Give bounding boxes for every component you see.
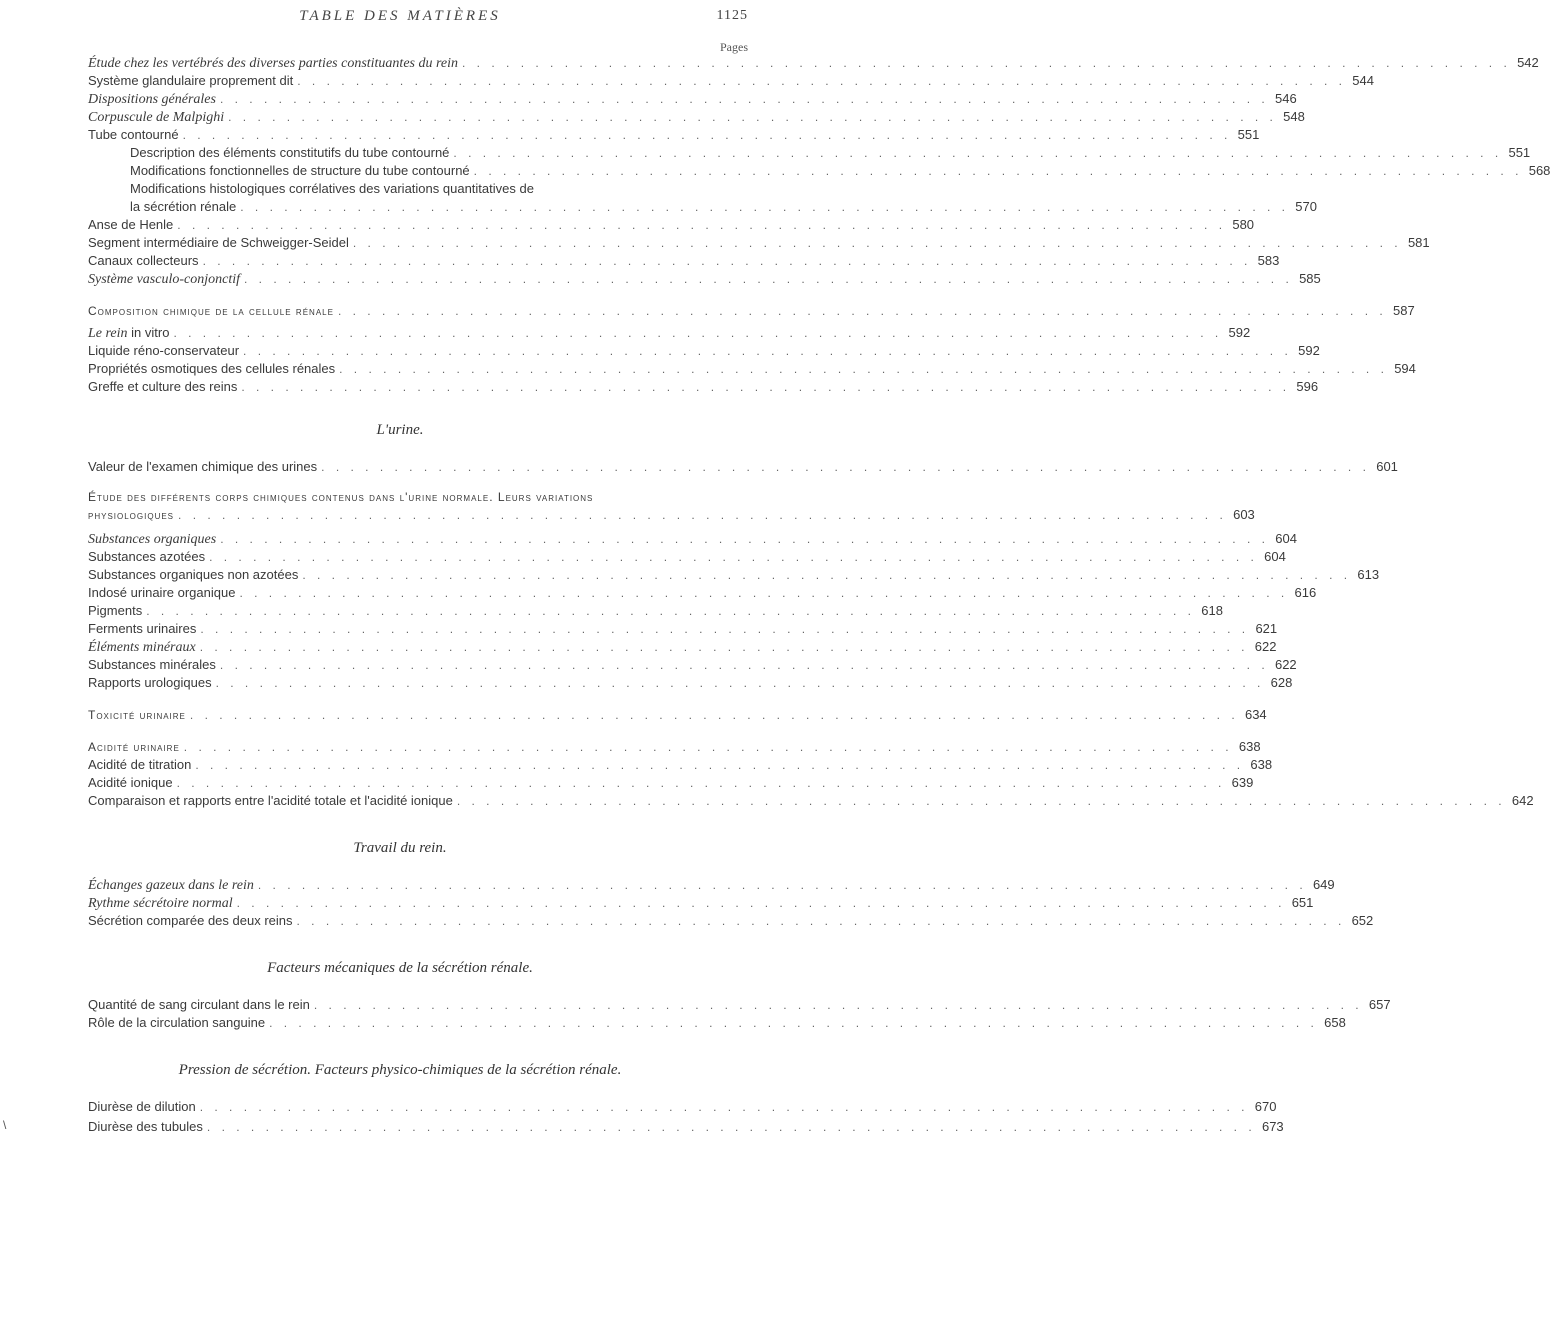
dot-leader: . . . . . . . . . . . . . . . . . . . . . . . . . . . . . . . . . . . . . . . . . . . . . . . . . . . . . . . . . . . . . . . . . . . . . . . . bbox=[337, 304, 1387, 318]
toc-entry-label: Propriétés osmotiques des cellules rénales bbox=[88, 361, 336, 376]
toc-entry-page: 622 bbox=[1274, 657, 1297, 672]
toc-entry-label: Modifications fonctionnelles de structure du tube contourné bbox=[130, 163, 470, 178]
toc-entry-page: 628 bbox=[1270, 675, 1293, 690]
toc-entry bbox=[88, 996, 1391, 1014]
toc-entry-page: 621 bbox=[1255, 621, 1278, 636]
toc-entry-label: Diurèse des tubules bbox=[88, 1119, 203, 1134]
toc-entry-page: 604 bbox=[1264, 549, 1286, 564]
toc-entry-label: Système glandulaire proprement dit bbox=[88, 73, 294, 88]
pages-column-heading: Pages bbox=[720, 40, 748, 54]
section-title: Pression de sécrétion. Facteurs physico-chimiques de la sécrétion rénale. bbox=[178, 1062, 622, 1078]
dot-leader: . . . . . . . . . . . . . . . . . . . . . . . . . . . . . . . . . . . . . . . . . . . . . . . . . . . . . . . . . . . . . . . . . . . . . . . . bbox=[462, 56, 1511, 70]
toc-entry-label: Substances minérales bbox=[88, 657, 216, 672]
toc-entry bbox=[130, 180, 764, 198]
dot-leader: . . . . . . . . . . . . . . . . . . . . . . . . . . . . . . . . . . . . . . . . . . . . . . . . . . . . . . . . . . . . . . . . . . . . . . . . bbox=[215, 676, 1265, 690]
dot-leader: . . . . . . . . . . . . . . . . . . . . . . . . . . . . . . . . . . . . . . . . . . . . . . . . . . . . . . . . . . . . . . . . . . . . . . . . bbox=[200, 622, 1250, 636]
dot-leader: . . . . . . . . . . . . . . . . . . . . . . . . . . . . . . . . . . . . . . . . . . . . . . . . . . . . . . . . . . . . . . . . . . . . . . . . bbox=[195, 758, 1245, 772]
toc-entry-label: Substances organiques non azotées bbox=[88, 567, 299, 582]
dot-leader: . . . . . . . . . . . . . . . . . . . . . . . . . . . . . . . . . . . . . . . . . . . . . . . . . . . . . . . . . . . . . . . . . . . . . . . . bbox=[209, 550, 1258, 564]
dot-leader: . . . . . . . . . . . . . . . . . . . . . . . . . . . . . . . . . . . . . . . . . . . . . . . . . . . . . . . . . . . . . . . . . . . . . . . . bbox=[239, 586, 1289, 600]
dot-leader: . . . . . . . . . . . . . . . . . . . . . . . . . . . . . . . . . . . . . . . . . . . . . . . . . . . . . . . . . . . . . . . . . . . . . . . . bbox=[228, 110, 1277, 124]
toc-entry bbox=[88, 584, 1317, 602]
toc-entry bbox=[88, 488, 764, 506]
toc-entry bbox=[88, 774, 1254, 792]
dot-leader: . . . . . . . . . . . . . . . . . . . . . . . . . . . . . . . . . . . . . . . . . . . . . . . . . . . . . . . . . . . . . . . . . . . . . . . . bbox=[219, 658, 1269, 672]
toc-entry bbox=[88, 72, 1374, 90]
toc-entry bbox=[88, 756, 1273, 774]
toc-entry bbox=[88, 252, 1280, 270]
toc-entry-page: 670 bbox=[1254, 1099, 1277, 1114]
toc-entry-page: 673 bbox=[1261, 1119, 1284, 1134]
toc-entry-label-continued: physiologiques bbox=[88, 508, 175, 522]
dot-leader: . . . . . . . . . . . . . . . . . . . . . . . . . . . . . . . . . . . . . . . . . . . . . . . . . . . . . . . . . . . . . . . . . . . . . . . . bbox=[182, 128, 1232, 142]
toc-entry bbox=[88, 108, 1305, 126]
toc-entry-label: Rapports urologiques bbox=[88, 675, 212, 690]
dot-leader: . . . . . . . . . . . . . . . . . . . . . . . . . . . . . . . . . . . . . . . . . . . . . . . . . . . . . . . . . . . . . . . . . . . . . . . . bbox=[352, 236, 1402, 250]
toc-entry bbox=[88, 342, 1320, 360]
toc-entry-label: Segment intermédiaire de Schweigger-Seidel bbox=[88, 235, 349, 250]
toc-entry-page: 651 bbox=[1291, 895, 1314, 910]
toc-entry bbox=[88, 738, 1261, 756]
toc-entry bbox=[88, 378, 1319, 396]
toc-entry-page: 585 bbox=[1299, 271, 1321, 286]
toc-entry-page: 542 bbox=[1517, 55, 1539, 70]
toc-entry-label: Comparaison et rapports entre l'acidité totale et l'acidité ionique bbox=[88, 793, 453, 808]
toc-entry-label: Indosé urinaire organique bbox=[88, 585, 236, 600]
toc-entry-page: 638 bbox=[1250, 757, 1273, 772]
dot-leader: . . . . . . . . . . . . . . . . . . . . . . . . . . . . . . . . . . . . . . . . . . . . . . . . . . . . . . . . . . . . . . . . . . . . . . . . bbox=[177, 218, 1227, 232]
page-number: 1125 bbox=[716, 8, 748, 23]
toc-entry-page: 622 bbox=[1254, 639, 1277, 654]
toc-entry bbox=[88, 90, 1297, 108]
dot-leader: . . . . . . . . . . . . . . . . . . . . . . . . . . . . . . . . . . . . . . . . . . . . . . . . . . . . . . . . . . . . . . . . . . . . . . . . bbox=[296, 914, 1346, 928]
toc-entry bbox=[88, 270, 1321, 288]
toc-entry-page: 658 bbox=[1324, 1015, 1346, 1030]
toc-entry-label: Substances organiques bbox=[88, 532, 217, 547]
dot-leader: . . . . . . . . . . . . . . . . . . . . . . . . . . . . . . . . . . . . . . . . . . . . . . . . . . . . . . . . . . . . . . . . . . . . . . . . bbox=[297, 74, 1346, 88]
dot-leader: . . . . . . . . . . . . . . . . . . . . . . . . . . . . . . . . . . . . . . . . . . . . . . . . . . . . . . . . . . . . . . . . . . . . . . . . bbox=[473, 164, 1523, 178]
toc-entry-page: 544 bbox=[1352, 73, 1374, 88]
toc-entry-label: Liquide réno-conservateur bbox=[88, 343, 240, 358]
dot-leader: . . . . . . . . . . . . . . . . . . . . . . . . . . . . . . . . . . . . . . . . . . . . . . . . . . . . . . . . . . . . . . . . . . . . . . . . bbox=[173, 326, 1223, 340]
toc-entry-label-plain: in vitro bbox=[127, 325, 170, 340]
toc-entry-page: 603 bbox=[1233, 507, 1255, 522]
toc-entry bbox=[88, 1098, 1277, 1116]
toc-entry-label: Étude des différents corps chimiques contenus dans l'urine normale. Leurs variations bbox=[88, 490, 594, 504]
toc-entry-label: Acidité ionique bbox=[88, 775, 173, 790]
section-title: L'urine. bbox=[376, 422, 424, 438]
toc-entry-label: Diurèse de dilution bbox=[88, 1099, 196, 1114]
dot-leader: . . . . . . . . . . . . . . . . . . . . . . . . . . . . . . . . . . . . . . . . . . . . . . . . . . . . . . . . . . . . . . . . . . . . . . . . bbox=[176, 776, 1226, 790]
dot-leader: . . . . . . . . . . . . . . . . . . . . . . . . . . . . . . . . . . . . . . . . . . . . . . . . . . . . . . . . . . . . . . . . . . . . . . . . bbox=[257, 878, 1307, 892]
toc-entry bbox=[88, 894, 1314, 912]
toc-entry bbox=[88, 302, 1415, 320]
toc-entry-label: Pigments bbox=[88, 603, 143, 618]
dot-leader: . . . . . . . . . . . . . . . . . . . . . . . . . . . . . . . . . . . . . . . . . . . . . . . . . . . . . . . . . . . . . . . . . . . . . . . . bbox=[146, 604, 1195, 618]
running-title: TABLE DES MATIÈRES bbox=[299, 8, 501, 24]
dot-leader: . . . . . . . . . . . . . . . . . . . . . . . . . . . . . . . . . . . . . . . . . . . . . . . . . . . . . . . . . . . . . . . . . . . . . . . . bbox=[189, 708, 1239, 722]
dot-leader: . . . . . . . . . . . . . . . . . . . . . . . . . . . . . . . . . . . . . . . . . . . . . . . . . . . . . . . . . . . . . . . . . . . . . . . . bbox=[240, 200, 1289, 214]
dot-leader: . . . . . . . . . . . . . . . . . . . . . . . . . . . . . . . . . . . . . . . . . . . . . . . . . . . . . . . . . . . . . . . . . . . . . . . . bbox=[339, 362, 1388, 376]
toc-entry-page: 657 bbox=[1368, 997, 1391, 1012]
toc-entry-label: Toxicité urinaire bbox=[88, 708, 186, 722]
toc-entry-page: 570 bbox=[1295, 199, 1317, 214]
toc-entry-label: Composition chimique de la cellule rénale bbox=[88, 304, 334, 318]
toc-entry-label bbox=[88, 324, 169, 343]
toc-entry-page: 551 bbox=[1237, 127, 1260, 142]
toc-entry-page: 587 bbox=[1393, 303, 1415, 318]
toc-entry-page: 580 bbox=[1232, 217, 1255, 232]
toc-entry-page: 616 bbox=[1294, 585, 1317, 600]
toc-entry-page: 642 bbox=[1511, 793, 1534, 808]
toc-entry bbox=[88, 1118, 1284, 1136]
toc-entry-page: 581 bbox=[1407, 235, 1430, 250]
toc-entry-label: Sécrétion comparée des deux reins bbox=[88, 913, 293, 928]
dot-leader: . . . . . . . . . . . . . . . . . . . . . . . . . . . . . . . . . . . . . . . . . . . . . . . . . . . . . . . . . . . . . . . . . . . . . . . . bbox=[199, 640, 1249, 654]
dot-leader: . . . . . . . . . . . . . . . . . . . . . . . . . . . . . . . . . . . . . . . . . . . . . . . . . . . . . . . . . . . . . . . . . . . . . . . . bbox=[199, 1100, 1249, 1114]
toc-entry-label: Échanges gazeux dans le rein bbox=[88, 878, 254, 893]
stray-mark: \ bbox=[3, 1118, 7, 1132]
toc-entry-page: 638 bbox=[1238, 739, 1261, 754]
toc-entry bbox=[88, 792, 1534, 810]
toc-entry-label-continued: la sécrétion rénale bbox=[130, 199, 237, 214]
toc-entry bbox=[88, 706, 1267, 724]
dot-leader: . . . . . . . . . . . . . . . . . . . . . . . . . . . . . . . . . . . . . . . . . . . . . . . . . . . . . . . . . . . . . . . . . . . . . . . . bbox=[269, 1016, 1318, 1030]
toc-entry-page: 592 bbox=[1228, 325, 1251, 340]
toc-entry-label: Anse de Henle bbox=[88, 217, 174, 232]
dot-leader: . . . . . . . . . . . . . . . . . . . . . . . . . . . . . . . . . . . . . . . . . . . . . . . . . . . . . . . . . . . . . . . . . . . . . . . . bbox=[202, 254, 1252, 268]
toc-entry bbox=[88, 1014, 1346, 1032]
toc-entry-label: Modifications histologiques corrélatives des variations quantitatives de bbox=[130, 181, 534, 196]
dot-leader: . . . . . . . . . . . . . . . . . . . . . . . . . . . . . . . . . . . . . . . . . . . . . . . . . . . . . . . . . . . . . . . . . . . . . . . . bbox=[206, 1120, 1256, 1134]
toc-entry-page: 596 bbox=[1296, 379, 1319, 394]
toc-entry bbox=[88, 324, 1251, 342]
toc-entry-label: Description des éléments constitutifs du tube contourné bbox=[130, 145, 450, 160]
toc-entry-page: 568 bbox=[1528, 163, 1550, 178]
toc-entry-label: Valeur de l'examen chimique des urines bbox=[88, 459, 318, 474]
toc-entry-page: 546 bbox=[1275, 91, 1297, 106]
toc-entry bbox=[88, 602, 1223, 620]
toc-entry-label: Greffe et culture des reins bbox=[88, 379, 238, 394]
dot-leader: . . . . . . . . . . . . . . . . . . . . . . . . . . . . . . . . . . . . . . . . . . . . . . . . . . . . . . . . . . . . . . . . . . . . . . . . bbox=[219, 92, 1269, 106]
toc-entry bbox=[88, 360, 1416, 378]
toc-entry-label: Canaux collecteurs bbox=[88, 253, 199, 268]
dot-leader: . . . . . . . . . . . . . . . . . . . . . . . . . . . . . . . . . . . . . . . . . . . . . . . . . . . . . . . . . . . . . . . . . . . . . . . . bbox=[236, 896, 1286, 910]
toc-entry-label: Acidité urinaire bbox=[88, 740, 180, 754]
toc-entry-page: 583 bbox=[1257, 253, 1280, 268]
toc-entry bbox=[88, 638, 1277, 656]
dot-leader: . . . . . . . . . . . . . . . . . . . . . . . . . . . . . . . . . . . . . . . . . . . . . . . . . . . . . . . . . . . . . . . . . . . . . . . . bbox=[321, 460, 1370, 474]
toc-entry-label: Système vasculo-conjonctif bbox=[88, 272, 241, 287]
toc-entry-label: Corpuscule de Malpighi bbox=[88, 110, 225, 125]
toc-entry-page: 618 bbox=[1201, 603, 1223, 618]
toc-entry bbox=[88, 216, 1255, 234]
dot-leader: . . . . . . . . . . . . . . . . . . . . . . . . . . . . . . . . . . . . . . . . . . . . . . . . . . . . . . . . . . . . . . . . . . . . . . . . bbox=[220, 532, 1269, 546]
toc-entry-page: 601 bbox=[1376, 459, 1398, 474]
toc-entry bbox=[88, 126, 1260, 144]
toc-entry-label: Étude chez les vertébrés des diverses parties constituantes du rein bbox=[88, 56, 459, 71]
toc-entry bbox=[88, 54, 1539, 72]
toc-entry-label: Tube contourné bbox=[88, 127, 179, 142]
toc-entry-page: 613 bbox=[1357, 567, 1380, 582]
toc-entry-page: 639 bbox=[1231, 775, 1254, 790]
toc-entry bbox=[88, 458, 1398, 476]
toc-entry bbox=[88, 234, 1430, 252]
toc-entry-label: Ferments urinaires bbox=[88, 621, 197, 636]
toc-entry bbox=[88, 674, 1293, 692]
dot-leader: . . . . . . . . . . . . . . . . . . . . . . . . . . . . . . . . . . . . . . . . . . . . . . . . . . . . . . . . . . . . . . . . . . . . . . . . bbox=[313, 998, 1363, 1012]
running-header bbox=[0, 8, 800, 28]
toc-entry-label: Quantité de sang circulant dans le rein bbox=[88, 997, 310, 1012]
dot-leader: . . . . . . . . . . . . . . . . . . . . . . . . . . . . . . . . . . . . . . . . . . . . . . . . . . . . . . . . . . . . . . . . . . . . . . . . bbox=[243, 344, 1292, 358]
toc-entry bbox=[130, 144, 1531, 162]
dot-leader: . . . . . . . . . . . . . . . . . . . . . . . . . . . . . . . . . . . . . . . . . . . . . . . . . . . . . . . . . . . . . . . . . . . . . . . . bbox=[241, 380, 1291, 394]
toc-entry-label: Dispositions générales bbox=[88, 92, 216, 107]
toc-entry-page: 652 bbox=[1351, 913, 1374, 928]
toc-entry-page: 592 bbox=[1298, 343, 1320, 358]
dot-leader: . . . . . . . . . . . . . . . . . . . . . . . . . . . . . . . . . . . . . . . . . . . . . . . . . . . . . . . . . . . . . . . . . . . . . . . . bbox=[178, 508, 1227, 522]
toc-entry-label: Éléments minéraux bbox=[88, 640, 196, 655]
toc-entry bbox=[88, 548, 1286, 566]
dot-leader: . . . . . . . . . . . . . . . . . . . . . . . . . . . . . . . . . . . . . . . . . . . . . . . . . . . . . . . . . . . . . . . . . . . . . . . . bbox=[456, 794, 1506, 808]
toc-entry bbox=[88, 620, 1278, 638]
dot-leader: . . . . . . . . . . . . . . . . . . . . . . . . . . . . . . . . . . . . . . . . . . . . . . . . . . . . . . . . . . . . . . . . . . . . . . . . bbox=[302, 568, 1352, 582]
toc-entry bbox=[130, 162, 1550, 180]
toc-entry-label: Rythme sécrétoire normal bbox=[88, 896, 233, 911]
toc-entry-page: 548 bbox=[1283, 109, 1305, 124]
dot-leader: . . . . . . . . . . . . . . . . . . . . . . . . . . . . . . . . . . . . . . . . . . . . . . . . . . . . . . . . . . . . . . . . . . . . . . . . bbox=[244, 272, 1293, 286]
toc-entry-page: 551 bbox=[1508, 145, 1531, 160]
toc-entry-page: 604 bbox=[1275, 531, 1297, 546]
toc-entry-page: 649 bbox=[1312, 877, 1335, 892]
toc-entry-continuation bbox=[130, 198, 1317, 216]
dot-leader: . . . . . . . . . . . . . . . . . . . . . . . . . . . . . . . . . . . . . . . . . . . . . . . . . . . . . . . . . . . . . . . . . . . . . . . . bbox=[183, 740, 1233, 754]
toc-entry-label: Acidité de titration bbox=[88, 757, 192, 772]
toc-entry-page: 594 bbox=[1394, 361, 1416, 376]
section-title: Facteurs mécaniques de la sécrétion rénale. bbox=[267, 960, 533, 976]
toc-entry bbox=[88, 876, 1335, 894]
toc-entry bbox=[88, 566, 1380, 584]
toc-entry bbox=[88, 912, 1374, 930]
toc-entry-label-italic: Le rein bbox=[88, 326, 128, 341]
toc-entry-page: 634 bbox=[1244, 707, 1267, 722]
toc-entry bbox=[88, 530, 1297, 548]
section-title: Travail du rein. bbox=[353, 840, 447, 856]
toc-entry-continuation bbox=[88, 506, 1255, 524]
toc-entry-label: Substances azotées bbox=[88, 549, 206, 564]
dot-leader: . . . . . . . . . . . . . . . . . . . . . . . . . . . . . . . . . . . . . . . . . . . . . . . . . . . . . . . . . . . . . . . . . . . . . . . . bbox=[453, 146, 1503, 160]
toc-entry bbox=[88, 656, 1297, 674]
toc-entry-label: Rôle de la circulation sanguine bbox=[88, 1015, 266, 1030]
